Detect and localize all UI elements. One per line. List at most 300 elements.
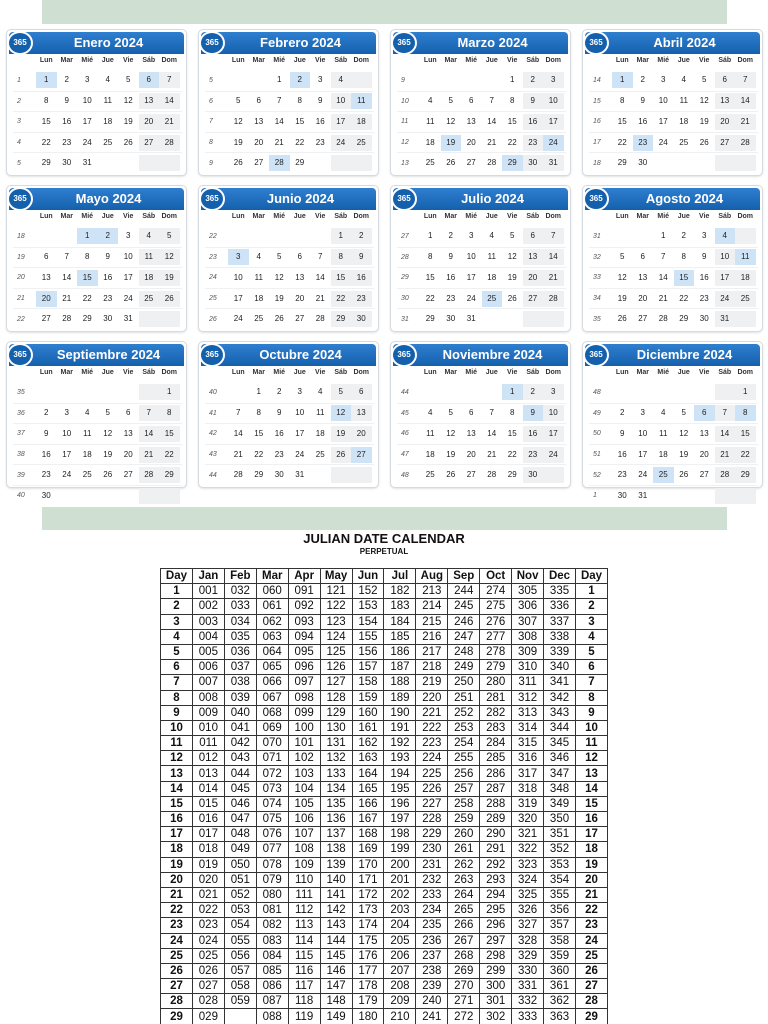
month-name: Junio 2024 bbox=[266, 191, 335, 206]
day-cell: 7 bbox=[236, 408, 241, 418]
julian-day-cell: 119 bbox=[288, 1009, 320, 1024]
julian-day-cell: 035 bbox=[224, 629, 256, 644]
day-cell: 15 bbox=[41, 116, 51, 126]
week-number: 6 bbox=[209, 97, 213, 105]
day-cell: 30 bbox=[638, 158, 648, 168]
day-cell: 18 bbox=[425, 137, 435, 147]
week-number: 36 bbox=[17, 409, 25, 417]
week-number: 49 bbox=[593, 409, 601, 417]
day-cell: 3 bbox=[126, 231, 131, 241]
julian-day-cell: 254 bbox=[448, 736, 480, 751]
weekday-label: Sáb bbox=[334, 369, 348, 376]
day-cell: 18 bbox=[254, 293, 264, 303]
day-cell: 30 bbox=[351, 311, 372, 327]
weekday-label: Lun bbox=[615, 369, 629, 376]
julian-day-cell: 149 bbox=[320, 1009, 352, 1024]
badge-365-icon: 365 bbox=[583, 31, 609, 55]
day-cell: 11 bbox=[735, 249, 756, 265]
julian-day-cell: 027 bbox=[192, 979, 224, 994]
day-cell: 25 bbox=[735, 291, 756, 307]
day-cell: 28 bbox=[735, 135, 756, 151]
day-cell: 10 bbox=[331, 93, 352, 109]
julian-day-cell: 052 bbox=[224, 887, 256, 902]
day-cell: 14 bbox=[715, 426, 736, 442]
weekday-label: Lun bbox=[39, 57, 53, 64]
weekday-label: Lun bbox=[231, 369, 245, 376]
julian-day-cell: 193 bbox=[384, 751, 416, 766]
day-cell: 30 bbox=[699, 314, 709, 324]
julian-day-cell: 192 bbox=[384, 736, 416, 751]
day-cell: 9 bbox=[318, 96, 323, 106]
julian-column-header: Nov bbox=[512, 569, 544, 584]
julian-day-cell: 004 bbox=[192, 629, 224, 644]
julian-day-cell: 118 bbox=[288, 994, 320, 1009]
day-cell: 9 bbox=[523, 93, 544, 109]
week-number: 4 bbox=[17, 139, 21, 147]
julian-day-cell: 224 bbox=[416, 751, 448, 766]
table-row bbox=[161, 812, 608, 827]
day-cell bbox=[159, 155, 180, 171]
day-cell: 1 bbox=[612, 72, 633, 88]
julian-day-cell: 238 bbox=[416, 963, 448, 978]
julian-day-cell: 232 bbox=[416, 872, 448, 887]
month-name: Agosto 2024 bbox=[645, 191, 724, 206]
day-cell: 10 bbox=[466, 252, 476, 262]
julian-day-cell: 253 bbox=[448, 720, 480, 735]
badge-365-icon: 365 bbox=[391, 343, 417, 367]
day-cell: 3 bbox=[543, 72, 564, 88]
julian-day-cell: 188 bbox=[384, 675, 416, 690]
julian-day-cell: 263 bbox=[448, 872, 480, 887]
julian-day-cell: 300 bbox=[480, 979, 512, 994]
julian-day-cell: 354 bbox=[544, 872, 576, 887]
day-cell: 25 bbox=[653, 467, 674, 483]
day-cell: 3 bbox=[85, 75, 90, 85]
table-row bbox=[161, 979, 608, 994]
day-grid bbox=[205, 70, 374, 173]
day-cell bbox=[735, 155, 756, 171]
julian-day-cell: 157 bbox=[352, 660, 384, 675]
julian-day-cell: 017 bbox=[192, 827, 224, 842]
julian-day-cell: 104 bbox=[288, 781, 320, 796]
julian-day-cell: 333 bbox=[512, 1009, 544, 1024]
julian-day-cell: 295 bbox=[480, 903, 512, 918]
day-cell: 11 bbox=[426, 116, 435, 126]
week-row bbox=[205, 152, 374, 173]
day-cell: 5 bbox=[126, 75, 131, 85]
julian-day-cell: 332 bbox=[512, 994, 544, 1009]
week-number: 35 bbox=[17, 388, 25, 396]
julian-day-cell: 310 bbox=[512, 660, 544, 675]
day-cell: 8 bbox=[510, 96, 515, 106]
day-cell: 9 bbox=[64, 96, 69, 106]
julian-day-cell: 108 bbox=[288, 842, 320, 857]
day-number-cell: 15 bbox=[161, 796, 193, 811]
day-cell: 25 bbox=[679, 137, 689, 147]
week-number: 28 bbox=[401, 253, 409, 261]
day-cell: 3 bbox=[297, 387, 302, 397]
week-row bbox=[589, 485, 758, 506]
julian-day-cell: 184 bbox=[384, 614, 416, 629]
week-number: 10 bbox=[401, 97, 409, 105]
weekday-label: Dom bbox=[545, 369, 562, 376]
day-cell: 28 bbox=[62, 314, 72, 324]
badge-365-icon: 365 bbox=[583, 187, 609, 211]
day-grid bbox=[589, 70, 758, 173]
week-number: 20 bbox=[17, 274, 25, 282]
month-name: Octubre 2024 bbox=[259, 347, 342, 362]
day-cell: 21 bbox=[233, 449, 243, 459]
table-row bbox=[161, 781, 608, 796]
weekday-label: Sáb bbox=[142, 369, 156, 376]
day-cell: 6 bbox=[126, 408, 131, 418]
julian-day-cell: 250 bbox=[448, 675, 480, 690]
week-row bbox=[205, 132, 374, 153]
weekday-label: Dom bbox=[737, 213, 754, 220]
day-cell bbox=[441, 384, 462, 400]
day-cell: 28 bbox=[487, 158, 497, 168]
day-cell: 14 bbox=[274, 116, 284, 126]
day-cell: 23 bbox=[41, 470, 51, 480]
month-name: Mayo 2024 bbox=[75, 191, 142, 206]
weekday-label: Mar bbox=[636, 369, 649, 376]
week-row bbox=[589, 152, 758, 173]
week-row bbox=[397, 382, 566, 403]
week-row bbox=[397, 247, 566, 268]
day-cell: 30 bbox=[523, 467, 544, 483]
day-cell: 23 bbox=[315, 137, 325, 147]
julian-day-cell: 060 bbox=[256, 584, 288, 599]
day-cell: 13 bbox=[123, 428, 133, 438]
day-cell: 21 bbox=[139, 447, 160, 463]
day-cell: 27 bbox=[123, 470, 133, 480]
julian-day-cell: 358 bbox=[544, 933, 576, 948]
julian-day-cell: 233 bbox=[416, 887, 448, 902]
weekday-label: Mié bbox=[465, 57, 478, 64]
day-cell: 22 bbox=[425, 293, 435, 303]
week-row bbox=[589, 308, 758, 329]
day-cell: 12 bbox=[274, 272, 284, 282]
julian-day-cell: 290 bbox=[480, 827, 512, 842]
day-cell: 21 bbox=[658, 293, 668, 303]
julian-day-cell: 122 bbox=[320, 599, 352, 614]
julian-day-cell: 302 bbox=[480, 1009, 512, 1024]
week-number: 24 bbox=[209, 274, 217, 282]
weekday-label: Vie bbox=[123, 57, 134, 64]
day-cell: 26 bbox=[233, 158, 243, 168]
day-cell bbox=[331, 155, 352, 171]
julian-day-cell: 235 bbox=[416, 918, 448, 933]
day-cell: 4 bbox=[428, 408, 433, 418]
julian-day-cell: 148 bbox=[320, 994, 352, 1009]
day-cell: 8 bbox=[735, 405, 756, 421]
julian-day-cell: 046 bbox=[224, 796, 256, 811]
day-number-cell: 27 bbox=[575, 979, 607, 994]
julian-day-cell: 190 bbox=[384, 705, 416, 720]
day-cell: 22 bbox=[159, 447, 180, 463]
week-number: 38 bbox=[17, 451, 25, 459]
weekday-label: Vie bbox=[699, 57, 710, 64]
day-cell: 3 bbox=[469, 231, 474, 241]
day-grid bbox=[589, 382, 758, 506]
weekday-label: Dom bbox=[737, 369, 754, 376]
day-cell: 11 bbox=[316, 408, 325, 418]
julian-column-header: Oct bbox=[480, 569, 512, 584]
julian-day-cell: 073 bbox=[256, 781, 288, 796]
julian-day-cell: 248 bbox=[448, 644, 480, 659]
julian-day-cell: 351 bbox=[544, 827, 576, 842]
julian-day-cell: 349 bbox=[544, 796, 576, 811]
day-cell: 21 bbox=[543, 270, 564, 286]
julian-column-header: Jan bbox=[192, 569, 224, 584]
julian-day-cell: 215 bbox=[416, 614, 448, 629]
weekday-label: Dom bbox=[161, 213, 178, 220]
week-row bbox=[205, 382, 374, 403]
week-row bbox=[589, 70, 758, 91]
day-cell: 26 bbox=[699, 137, 709, 147]
weekday-header bbox=[36, 57, 180, 64]
day-cell bbox=[543, 467, 564, 483]
julian-day-cell: 167 bbox=[352, 812, 384, 827]
day-cell: 10 bbox=[638, 428, 648, 438]
month-header bbox=[201, 188, 376, 210]
julian-day-cell: 064 bbox=[256, 644, 288, 659]
day-cell: 24 bbox=[295, 449, 305, 459]
julian-day-cell: 345 bbox=[544, 736, 576, 751]
day-cell: 19 bbox=[679, 449, 689, 459]
day-cell: 7 bbox=[715, 405, 736, 421]
julian-day-cell: 266 bbox=[448, 918, 480, 933]
day-number-cell: 1 bbox=[575, 584, 607, 599]
day-cell: 19 bbox=[331, 426, 352, 442]
julian-day-cell: 278 bbox=[480, 644, 512, 659]
julian-day-cell: 146 bbox=[320, 963, 352, 978]
julian-day-cell: 335 bbox=[544, 584, 576, 599]
day-cell: 1 bbox=[256, 387, 261, 397]
day-cell: 29 bbox=[679, 314, 689, 324]
julian-day-cell: 001 bbox=[192, 584, 224, 599]
julian-day-cell: 283 bbox=[480, 720, 512, 735]
weekday-label: Jue bbox=[485, 369, 498, 376]
month-header bbox=[201, 32, 376, 54]
julian-day-cell: 191 bbox=[384, 720, 416, 735]
julian-day-cell: 099 bbox=[288, 705, 320, 720]
day-cell: 29 bbox=[502, 155, 523, 171]
julian-day-cell: 070 bbox=[256, 736, 288, 751]
day-number-cell: 21 bbox=[575, 887, 607, 902]
month-header bbox=[393, 32, 568, 54]
week-number: 7 bbox=[209, 118, 213, 126]
day-cell: 30 bbox=[274, 470, 284, 480]
julian-day-cell: 097 bbox=[288, 675, 320, 690]
julian-day-cell: 350 bbox=[544, 812, 576, 827]
day-cell: 28 bbox=[543, 291, 564, 307]
weekday-label: Dom bbox=[353, 57, 370, 64]
day-cell bbox=[694, 384, 715, 400]
julian-day-cell: 163 bbox=[352, 751, 384, 766]
julian-day-cell: 280 bbox=[480, 675, 512, 690]
julian-day-cell: 239 bbox=[416, 979, 448, 994]
day-cell: 2 bbox=[44, 408, 49, 418]
day-cell bbox=[735, 311, 756, 327]
day-cell: 4 bbox=[428, 96, 433, 106]
day-cell: 3 bbox=[318, 75, 323, 85]
week-row bbox=[13, 485, 182, 506]
day-number-cell: 6 bbox=[161, 660, 193, 675]
julian-day-cell: 044 bbox=[224, 766, 256, 781]
day-cell bbox=[249, 72, 270, 88]
julian-day-cell: 020 bbox=[192, 872, 224, 887]
julian-day-cell: 355 bbox=[544, 887, 576, 902]
day-cell: 20 bbox=[523, 270, 544, 286]
day-cell: 2 bbox=[523, 72, 544, 88]
julian-day-cell: 135 bbox=[320, 796, 352, 811]
julian-day-cell: 330 bbox=[512, 963, 544, 978]
week-number: 18 bbox=[593, 159, 601, 167]
day-cell: 26 bbox=[617, 314, 627, 324]
day-cell: 23 bbox=[699, 293, 709, 303]
day-cell: 3 bbox=[64, 408, 69, 418]
week-number: 46 bbox=[401, 430, 409, 438]
julian-day-cell: 015 bbox=[192, 796, 224, 811]
julian-day-cell: 213 bbox=[416, 584, 448, 599]
week-number: 12 bbox=[401, 139, 409, 147]
day-cell bbox=[482, 72, 503, 88]
julian-column-header: Feb bbox=[224, 569, 256, 584]
weekday-label: Vie bbox=[315, 57, 326, 64]
table-row bbox=[161, 614, 608, 629]
day-cell: 8 bbox=[428, 252, 433, 262]
julian-day-cell: 298 bbox=[480, 948, 512, 963]
julian-day-cell: 102 bbox=[288, 751, 320, 766]
day-cell: 24 bbox=[543, 135, 564, 151]
julian-day-cell: 002 bbox=[192, 599, 224, 614]
julian-day-cell: 066 bbox=[256, 675, 288, 690]
weekday-label: Mar bbox=[636, 57, 649, 64]
day-cell: 4 bbox=[105, 75, 110, 85]
day-cell: 23 bbox=[103, 293, 113, 303]
julian-day-cell: 218 bbox=[416, 660, 448, 675]
julian-day-cell: 032 bbox=[224, 584, 256, 599]
julian-day-cell: 275 bbox=[480, 599, 512, 614]
day-cell: 4 bbox=[85, 408, 90, 418]
table-row bbox=[161, 660, 608, 675]
julian-day-cell: 315 bbox=[512, 736, 544, 751]
badge-365-icon: 365 bbox=[199, 31, 225, 55]
weekday-label: Vie bbox=[507, 57, 518, 64]
weekday-header bbox=[36, 213, 180, 220]
day-cell: 29 bbox=[617, 158, 627, 168]
day-number-cell: 9 bbox=[575, 705, 607, 720]
julian-day-cell: 026 bbox=[192, 963, 224, 978]
day-cell: 18 bbox=[487, 272, 497, 282]
day-cell: 9 bbox=[523, 405, 544, 421]
day-cell: 29 bbox=[331, 311, 352, 327]
day-grid bbox=[397, 226, 566, 329]
julian-day-cell: 177 bbox=[352, 963, 384, 978]
day-cell bbox=[159, 311, 180, 327]
day-cell: 13 bbox=[699, 428, 709, 438]
julian-day-cell: 127 bbox=[320, 675, 352, 690]
day-cell: 11 bbox=[351, 93, 372, 109]
day-cell: 13 bbox=[295, 272, 305, 282]
day-cell: 12 bbox=[331, 405, 352, 421]
julian-day-cell: 195 bbox=[384, 781, 416, 796]
day-cell: 2 bbox=[448, 231, 453, 241]
julian-day-cell: 172 bbox=[352, 887, 384, 902]
day-number-cell: 25 bbox=[575, 948, 607, 963]
day-cell: 20 bbox=[139, 114, 160, 130]
weekday-header bbox=[420, 57, 564, 64]
week-number: 41 bbox=[209, 409, 217, 417]
day-cell: 21 bbox=[62, 293, 72, 303]
day-cell: 15 bbox=[735, 426, 756, 442]
day-grid bbox=[589, 226, 758, 329]
julian-day-cell: 313 bbox=[512, 705, 544, 720]
week-number: 9 bbox=[209, 159, 213, 167]
julian-day-cell: 323 bbox=[512, 857, 544, 872]
day-cell: 11 bbox=[103, 96, 112, 106]
week-number: 22 bbox=[209, 232, 217, 240]
day-cell: 29 bbox=[82, 314, 92, 324]
day-cell: 10 bbox=[543, 93, 564, 109]
day-cell: 5 bbox=[331, 384, 352, 400]
day-cell: 11 bbox=[659, 428, 668, 438]
day-cell: 20 bbox=[351, 426, 372, 442]
day-cell: 12 bbox=[233, 116, 243, 126]
table-row bbox=[161, 675, 608, 690]
day-cell: 25 bbox=[139, 291, 160, 307]
day-cell: 23 bbox=[617, 470, 627, 480]
julian-day-cell: 083 bbox=[256, 933, 288, 948]
month-name: Julio 2024 bbox=[461, 191, 524, 206]
month-header bbox=[585, 188, 760, 210]
day-cell: 13 bbox=[351, 405, 372, 421]
julian-day-cell: 183 bbox=[384, 599, 416, 614]
day-cell: 14 bbox=[62, 272, 72, 282]
day-cell: 6 bbox=[351, 384, 372, 400]
julian-day-cell: 262 bbox=[448, 857, 480, 872]
day-cell: 10 bbox=[82, 96, 92, 106]
weekday-label: Vie bbox=[507, 213, 518, 220]
table-row bbox=[161, 720, 608, 735]
day-cell bbox=[139, 488, 160, 504]
day-cell: 1 bbox=[331, 228, 352, 244]
day-cell: 16 bbox=[638, 116, 648, 126]
julian-day-cell: 201 bbox=[384, 872, 416, 887]
julian-day-cell: 028 bbox=[192, 994, 224, 1009]
week-number: 37 bbox=[17, 430, 25, 438]
day-cell: 29 bbox=[159, 467, 180, 483]
day-grid bbox=[205, 226, 374, 329]
middle-banner bbox=[42, 507, 727, 530]
julian-day-cell: 051 bbox=[224, 872, 256, 887]
day-cell: 21 bbox=[735, 114, 756, 130]
day-number-cell: 17 bbox=[575, 827, 607, 842]
day-cell: 26 bbox=[446, 158, 456, 168]
day-cell: 21 bbox=[715, 447, 736, 463]
day-cell: 17 bbox=[233, 293, 243, 303]
day-cell bbox=[502, 311, 523, 327]
week-number: 50 bbox=[593, 430, 601, 438]
julian-day-cell: 088 bbox=[256, 1009, 288, 1024]
julian-day-cell: 247 bbox=[448, 629, 480, 644]
week-row bbox=[397, 152, 566, 173]
day-cell: 28 bbox=[315, 314, 325, 324]
weekday-label: Vie bbox=[315, 369, 326, 376]
julian-column-header: Jun bbox=[352, 569, 384, 584]
day-cell: 7 bbox=[159, 72, 180, 88]
